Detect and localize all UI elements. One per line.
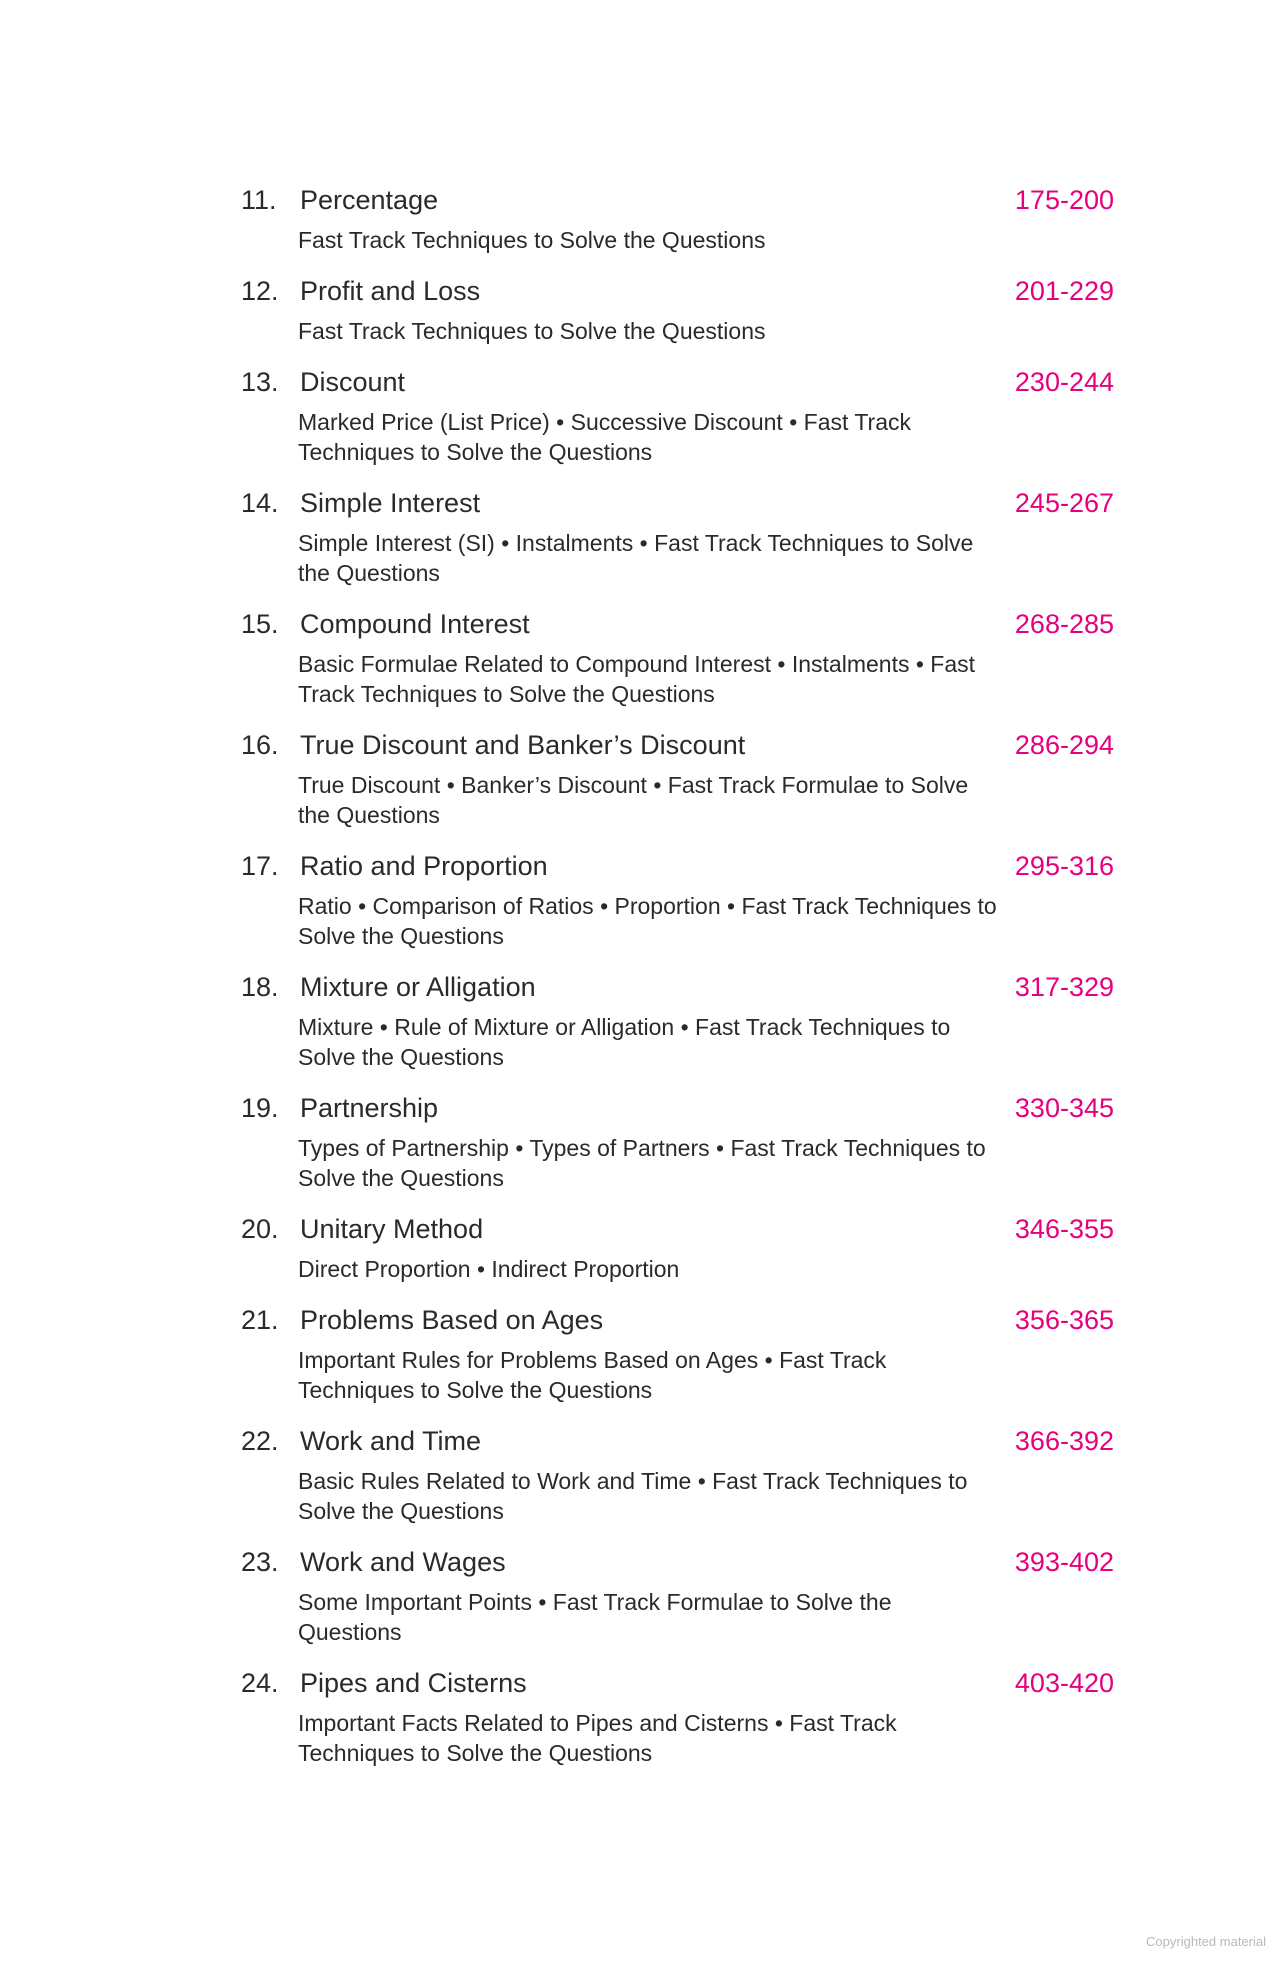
toc-entry: [0, 1666, 1280, 1787]
chapter-number: 21.: [241, 1305, 279, 1335]
page-range: 201-229: [1014, 276, 1114, 306]
page-range: 393-402: [1014, 1547, 1114, 1577]
chapter-title: Percentage: [300, 185, 439, 215]
chapter-topics: Mixture • Rule of Mixture or Alligation • Fast Track Techniques to Solve the Questions: [298, 1014, 951, 1070]
toc-entry: [0, 1545, 1280, 1666]
chapter-number: 20.: [241, 1214, 279, 1244]
toc-entry: [0, 183, 1280, 274]
toc-entry: [0, 1212, 1280, 1303]
chapter-title: Profit and Loss: [300, 276, 481, 306]
toc-entry: [0, 1424, 1280, 1545]
page-range: 330-345: [1014, 1093, 1114, 1123]
chapter-topics: Fast Track Techniques to Solve the Questions: [298, 318, 766, 344]
chapter-title: Problems Based on Ages: [300, 1305, 604, 1335]
chapter-number: 22.: [241, 1426, 279, 1456]
chapter-title: Pipes and Cisterns: [300, 1668, 527, 1698]
chapter-number: 12.: [241, 276, 279, 306]
page-range: 317-329: [1014, 972, 1114, 1002]
chapter-title: Discount: [300, 367, 406, 397]
toc-entry: [0, 486, 1280, 607]
page-range: 268-285: [1014, 609, 1114, 639]
chapter-number: 17.: [241, 851, 279, 881]
chapter-topics: Basic Rules Related to Work and Time • Fast Track Techniques to Solve the Questions: [298, 1468, 968, 1524]
chapter-title: Ratio and Proportion: [300, 851, 548, 881]
chapter-number: 13.: [241, 367, 279, 397]
page-range: 230-244: [1014, 367, 1114, 397]
chapter-number: 11.: [241, 185, 277, 215]
chapter-title: Mixture or Alligation: [300, 972, 536, 1002]
chapter-title: Unitary Method: [300, 1214, 484, 1244]
chapter-topics: Types of Partnership • Types of Partners • Fast Track Techniques to Solve the Questions: [298, 1135, 986, 1191]
chapter-title: Partnership: [300, 1093, 439, 1123]
table-of-contents: [0, 183, 1280, 1787]
toc-entry: [0, 365, 1280, 486]
chapter-topics: Important Facts Related to Pipes and Cisterns • Fast Track Techniques to Solve the Questions: [298, 1710, 897, 1766]
chapter-topics: Some Important Points • Fast Track Formulae to Solve the Questions: [298, 1589, 892, 1645]
chapter-title: Simple Interest: [300, 488, 481, 518]
chapter-topics: Fast Track Techniques to Solve the Questions: [298, 227, 766, 253]
toc-entry: [0, 728, 1280, 849]
page-range: 295-316: [1014, 851, 1114, 881]
chapter-topics: Direct Proportion • Indirect Proportion: [298, 1256, 680, 1282]
toc-entry: [0, 970, 1280, 1091]
page-range: 346-355: [1014, 1214, 1114, 1244]
toc-entry: [0, 274, 1280, 365]
page-range: 366-392: [1014, 1426, 1114, 1456]
page-range: 356-365: [1014, 1305, 1114, 1335]
chapter-number: 16.: [241, 730, 279, 760]
chapter-number: 19.: [241, 1093, 279, 1123]
page-range: 175-200: [1014, 185, 1114, 215]
chapter-title: Compound Interest: [300, 609, 530, 639]
chapter-number: 18.: [241, 972, 279, 1002]
chapter-number: 15.: [241, 609, 279, 639]
chapter-number: 23.: [241, 1547, 279, 1577]
chapter-title: Work and Time: [300, 1426, 482, 1456]
chapter-topics: Important Rules for Problems Based on Ages • Fast Track Techniques to Solve the Questions: [298, 1347, 887, 1403]
chapter-title: True Discount and Banker’s Discount: [300, 730, 746, 760]
copyright-footer: Copyrighted material: [1146, 1934, 1266, 1949]
chapter-topics: Ratio • Comparison of Ratios • Proportion • Fast Track Techniques to Solve the Questions: [298, 893, 997, 949]
toc-entry: [0, 607, 1280, 728]
chapter-number: 14.: [241, 488, 279, 518]
toc-entry: [0, 1303, 1280, 1424]
toc-entry: [0, 849, 1280, 970]
chapter-title: Work and Wages: [300, 1547, 506, 1577]
chapter-topics: True Discount • Banker’s Discount • Fast Track Formulae to Solve the Questions: [298, 772, 969, 828]
page-range: 245-267: [1014, 488, 1114, 518]
chapter-number: 24.: [241, 1668, 279, 1698]
chapter-topics: Simple Interest (SI) • Instalments • Fast Track Techniques to Solve the Questions: [298, 530, 974, 586]
page-range: 403-420: [1014, 1668, 1114, 1698]
toc-entry: [0, 1091, 1280, 1212]
chapter-topics: Basic Formulae Related to Compound Interest • Instalments • Fast Track Techniques to Solve the Questions: [298, 651, 976, 707]
chapter-topics: Marked Price (List Price) • Successive Discount • Fast Track Techniques to Solve the Questions: [298, 409, 911, 465]
page-range: 286-294: [1014, 730, 1114, 760]
